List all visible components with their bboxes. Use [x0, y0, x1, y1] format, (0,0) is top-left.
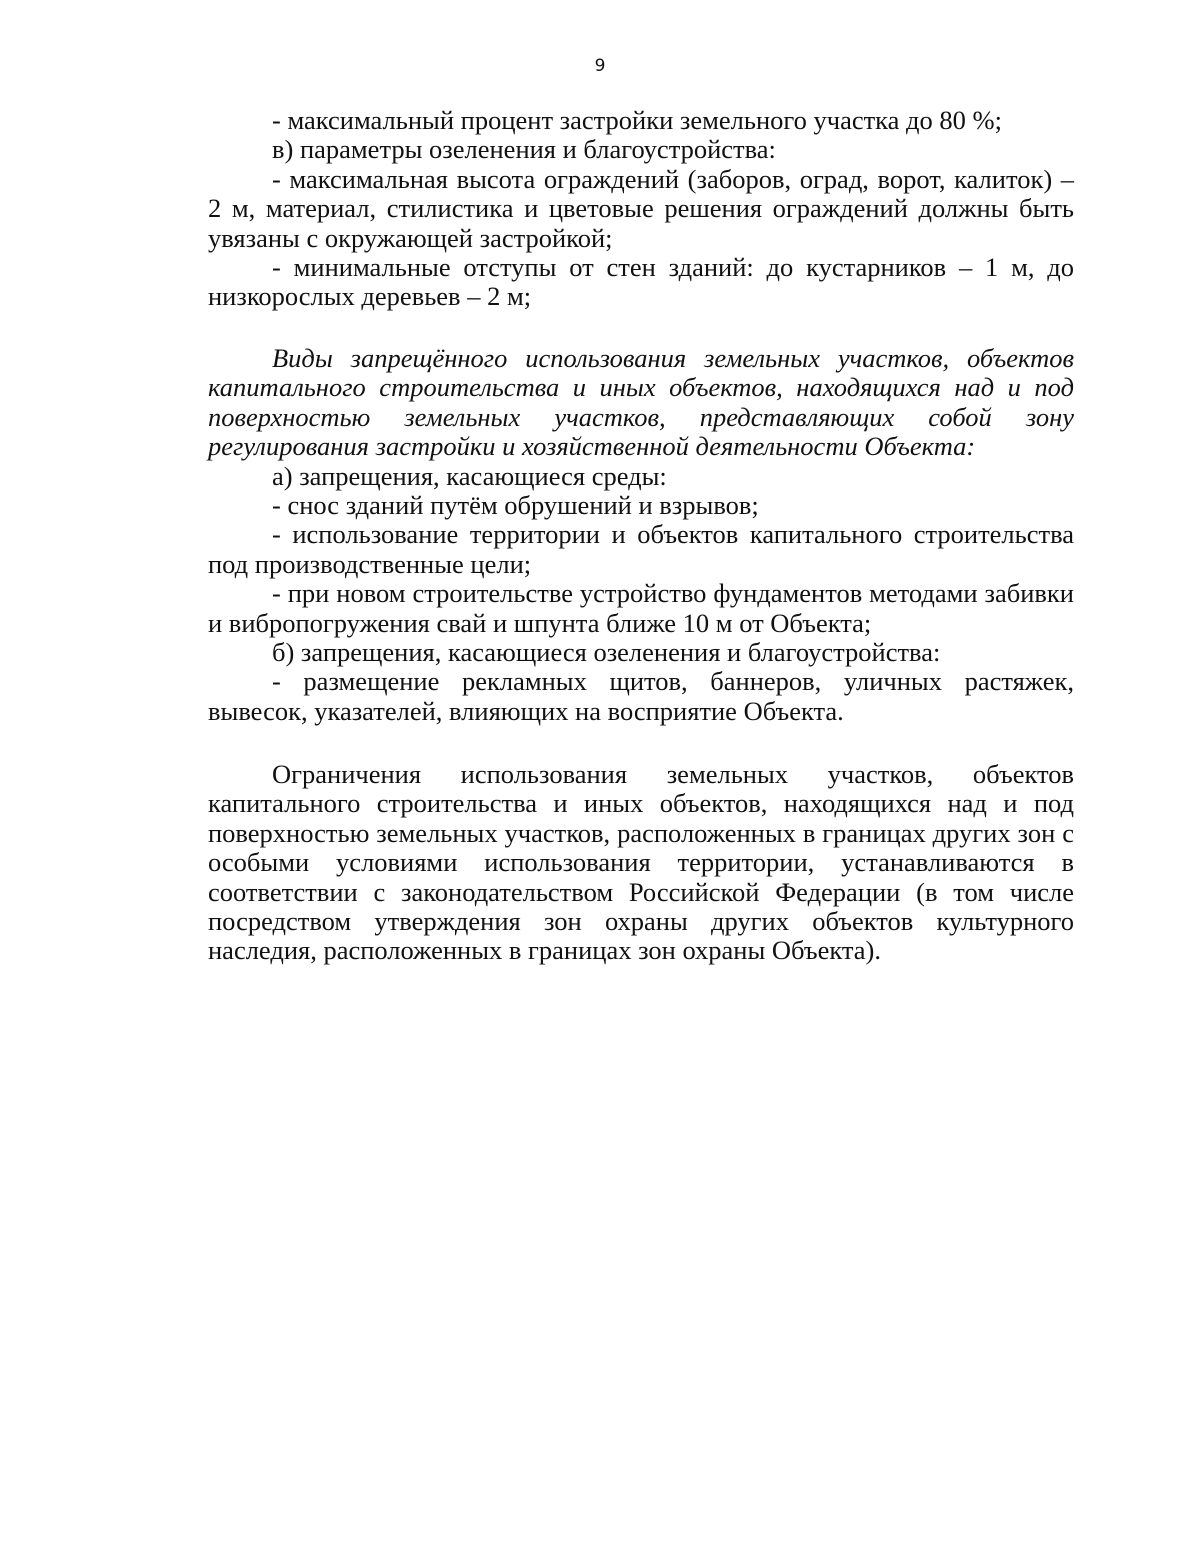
- paragraph-advertising: - размещение рекламных щитов, баннеров, уличных растяжек, вывесок, указателей, влияющих на восприятие Объекта.: [208, 666, 1074, 726]
- paragraph-max-building-percent: - максимальный процент застройки земельного участка до 80 %;: [272, 105, 1002, 135]
- paragraph-environment-prohibitions: а) запрещения, касающиеся среды:: [272, 460, 667, 491]
- paragraph-landscaping-prohibitions: б) запрещения, касающиеся озеленения и благоустройства:: [272, 637, 941, 668]
- paragraph-restrictions: Ограничения использования земельных участков, объектов капитального строительства и иных объектов, находящихся над и под поверхностью земельных участков, расположенных в границах других зон с особыми условиями использования территории, устанавливаются в соответствии с законодательством Российской Федерации (в том числе посредством утверждения зон охраны других объектов культурного наследия, расположенных в границах зон охраны Объекта).: [208, 759, 1074, 966]
- paragraph-foundations: - при новом строительстве устройство фундаментов методами забивки и вибропогружения свай и шпунта ближе 10 м от Объекта;: [208, 578, 1074, 638]
- paragraph-min-setbacks: - минимальные отступы от стен зданий: до кустарников – 1 м, до низкорослых деревьев – 2 м;: [208, 252, 1074, 312]
- paragraph-industrial-use: - использование территории и объектов капитального строительства под производственные цели;: [208, 519, 1074, 579]
- restrictions-section: [208, 760, 1074, 966]
- building-parameters-section: [208, 106, 1074, 312]
- paragraph-demolition: - снос зданий путём обрушений и взрывов;: [272, 490, 759, 521]
- paragraph-fence-height: - максимальная высота ограждений (заборов, оград, ворот, калиток) – 2 м, материал, стилистика и цветовые решения ограждений должны быть увязаны с окружающей застройкой;: [208, 163, 1074, 253]
- paragraph-landscaping-parameters: в) параметры озеленения и благоустройства:: [272, 134, 776, 165]
- page-number: 9: [594, 56, 606, 76]
- prohibited-use-section: [208, 344, 1074, 726]
- prohibited-use-heading: Виды запрещённого использования земельных участков, объектов капитального строительства и иных объектов, находящихся над и под поверхностью земельных участков, представляющих собой зону регулирования застройки и хозяйственной деятельности Объекта:: [208, 343, 1074, 462]
